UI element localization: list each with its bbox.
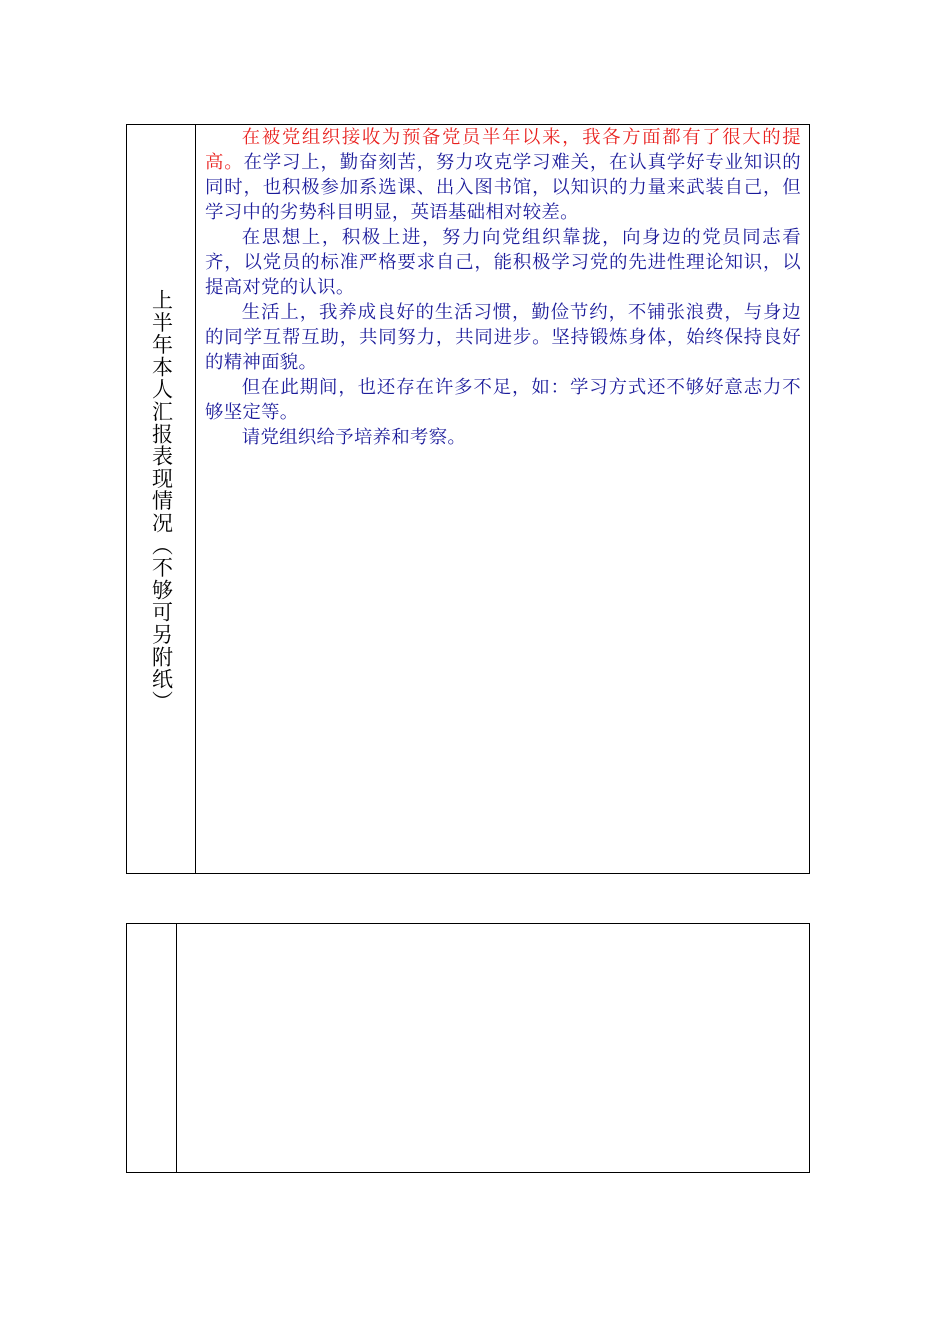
report-paragraph-shortcomings: 但在此期间，也还存在许多不足，如：学习方式还不够好意志力不够坚定等。	[205, 377, 801, 423]
empty-form-table	[126, 923, 810, 1173]
self-report-table	[126, 124, 810, 874]
report-paragraph-study	[205, 125, 801, 225]
row-label: 上半年本人汇报表现情况（不够可另附纸）	[149, 289, 174, 713]
empty-label-cell	[127, 924, 177, 1172]
report-content-cell	[205, 125, 801, 450]
report-paragraph-life: 生活上，我养成良好的生活习惯，勤俭节约，不铺张浪费，与身边的同学互帮互助，共同努力，共同进步。坚持锻炼身体，始终保持良好的精神面貌。	[205, 302, 801, 373]
report-paragraph-request: 请党组织给予培养和考察。	[241, 427, 467, 448]
report-paragraph-thought: 在思想上，积极上进，努力向党组织靠拢，向身边的党员同志看齐，以党员的标准严格要求自己，能积极学习党的先进性理论知识，以提高对党的认识。	[205, 227, 801, 298]
opening-statement: 在被党组织接收为预备党员半年以来，我各方面都有了很大的提高。	[205, 127, 801, 173]
study-statement: 在学习上，勤奋刻苦，努力攻克学习难关，在认真学好专业知识的同时，也积极参加系选课、出入图书馆，以知识的力量来武装自己，但学习中的劣势科目明显，英语基础相对较差。	[205, 152, 802, 223]
row-label-cell	[127, 125, 196, 873]
